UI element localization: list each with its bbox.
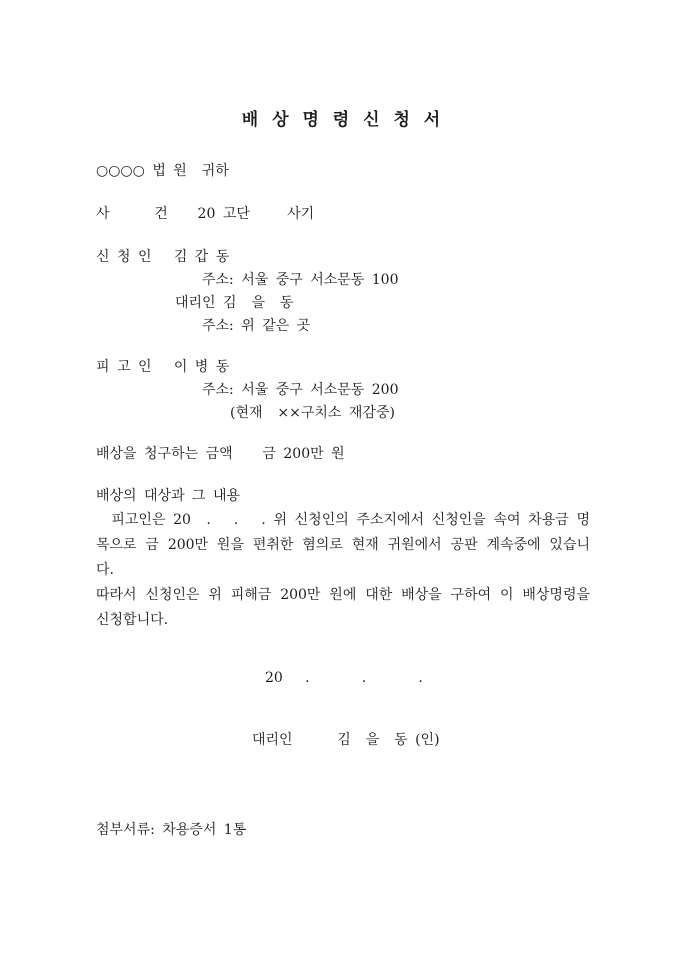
- statement-paragraph-2: 따라서 신청인은 위 피해금 200만 원에 대한 배상을 구하여 이 배상명령을 신청합니다.: [96, 587, 598, 628]
- statement-section: [96, 485, 598, 633]
- applicant-agent-address-line: 주소: 위 같은 곳: [202, 318, 311, 334]
- defendant-name-line: 피 고 인 이 병 동: [96, 359, 230, 375]
- applicant-name-line: 신 청 인 김 갑 동: [96, 249, 230, 265]
- court-address-line: ○○○○ 법 원 귀하: [96, 163, 229, 179]
- defendant-custody-note: (현재 ××구치소 재감중): [230, 405, 395, 421]
- applicant-address-line: 주소: 서울 중구 서소문동 100: [202, 272, 399, 288]
- applicant-section: [96, 246, 590, 338]
- defendant-section: [96, 356, 590, 425]
- date-line: 20 . . .: [265, 670, 423, 686]
- statement-heading: 배상의 대상과 그 내용: [96, 488, 241, 504]
- document-title: 배 상 명 령 신 청 서: [241, 110, 445, 130]
- agent-signature-line: 대리인 김 을 동 (인): [252, 732, 440, 748]
- case-number-line: 사 건 20 고단 사기: [96, 206, 315, 222]
- statement-paragraph-1: 피고인은 20 . . . 위 신청인의 주소지에서 신청인을 속여 차용금 명목으로 금 200만 원을 편취한 혐의로 현재 귀원에서 공판 계속중에 있습니다.: [96, 512, 590, 578]
- claim-amount-line: 배상을 청구하는 금액 금 200만 원: [96, 446, 345, 462]
- applicant-agent-line: 대리인 김 을 동: [175, 295, 294, 311]
- attachment-list-line: 첨부서류: 차용증서 1통: [96, 822, 247, 838]
- defendant-address-line: 주소: 서울 중구 서소문동 200: [202, 382, 399, 398]
